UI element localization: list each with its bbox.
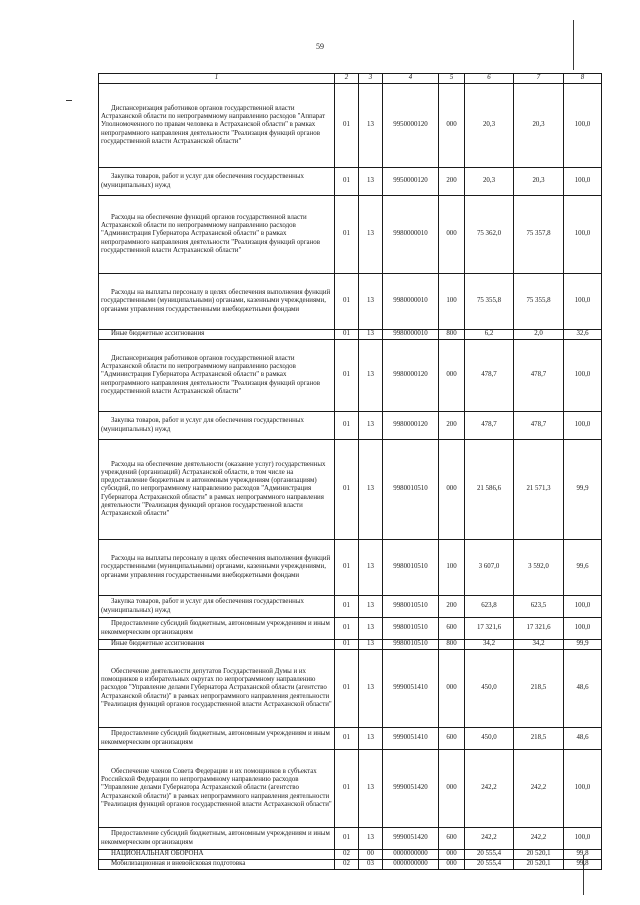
cell-expense-type: 200 [439,412,465,440]
cell-planned: 623,8 [465,596,514,618]
cell-target-article: 9990051420 [383,828,439,850]
cell-expense-type: 000 [439,84,465,168]
cell-percent: 100,0 [564,750,602,828]
cell-section: 01 [335,618,359,640]
table-row [99,274,602,330]
cell-target-article: 9990051420 [383,750,439,828]
cell-percent: 99,9 [564,440,602,540]
table-row [99,728,602,750]
cell-target-article: 9980010510 [383,540,439,596]
cell-percent: 48,6 [564,728,602,750]
cell-executed: 2,0 [514,330,564,340]
cell-section: 01 [335,640,359,650]
table-row [99,640,602,650]
cell-target-article: 9980010510 [383,596,439,618]
cell-subsection: 13 [359,750,383,828]
cell-planned: 6,2 [465,330,514,340]
cell-subsection: 13 [359,540,383,596]
cell-planned: 3 607,0 [465,540,514,596]
cell-subsection: 13 [359,330,383,340]
cell-percent: 99,8 [564,860,602,870]
cell-percent: 48,6 [564,650,602,728]
cell-section: 01 [335,828,359,850]
cell-executed: 623,5 [514,596,564,618]
cell-percent: 100,0 [564,596,602,618]
cell-description: Расходы на обеспечение функций органов государственной власти Астраханской области по непрограммному направлению расходов "Администрация Губернатора Астраханской области" в рамках непрограммного направления деятельности "Реализация функций органов государственной власти Астраханской области" [99,196,335,274]
cell-description: Предоставление субсидий бюджетным, автономным учреждениям и иным некоммерческим организациям [99,618,335,640]
cell-section: 01 [335,274,359,330]
cell-planned: 450,0 [465,728,514,750]
column-header-4: 4 [383,74,439,84]
cell-section: 01 [335,168,359,196]
cell-percent: 32,6 [564,330,602,340]
cell-executed: 75 355,8 [514,274,564,330]
cell-executed: 218,5 [514,728,564,750]
table-row [99,168,602,196]
cell-target-article: 9980000010 [383,330,439,340]
cell-subsection: 13 [359,274,383,330]
cell-executed: 34,2 [514,640,564,650]
cell-executed: 20,3 [514,84,564,168]
cell-section: 01 [335,412,359,440]
cell-expense-type: 200 [439,596,465,618]
page-number: 59 [316,42,324,51]
column-header-8: 8 [564,74,602,84]
cell-planned: 75 355,8 [465,274,514,330]
cell-planned: 20 555,4 [465,860,514,870]
cell-planned: 21 586,6 [465,440,514,540]
cell-description: Закупка товаров, работ и услуг для обеспечения государственных (муниципальных) нужд [99,412,335,440]
cell-expense-type: 000 [439,850,465,860]
cell-executed: 242,2 [514,750,564,828]
cell-section: 01 [335,540,359,596]
cell-subsection: 13 [359,650,383,728]
cell-target-article: 9980000010 [383,196,439,274]
cell-percent: 99,8 [564,850,602,860]
cell-section: 02 [335,860,359,870]
table-row [99,596,602,618]
cell-percent: 100,0 [564,618,602,640]
cell-subsection: 13 [359,828,383,850]
cell-description: Мобилизационная и вневойсковая подготовка [99,860,335,870]
cell-subsection: 13 [359,640,383,650]
cell-expense-type: 000 [439,196,465,274]
cell-expense-type: 000 [439,860,465,870]
cell-executed: 21 571,3 [514,440,564,540]
cell-target-article: 9990051410 [383,650,439,728]
cell-description: Расходы на выплаты персоналу в целях обеспечения выполнения функций государственными (муниципальными) органами, казенными учреждениями, органами управления государственными внебюджетными фондами [99,274,335,330]
cell-expense-type: 600 [439,728,465,750]
cell-planned: 242,2 [465,750,514,828]
cell-percent: 100,0 [564,84,602,168]
cell-section: 01 [335,750,359,828]
cell-description: Расходы на обеспечение деятельности (оказание услуг) государственных учреждений (организаций) Астраханской области, в том числе на предоставление бюджетным и автономным учреждениям (организациям) субсидий, по непрограммному направлению расходов "Администрация Губернатора Астраханской области" в рамках непрограммного направления деятельности "Реализация функций органов государственной власти Астраханской области" [99,440,335,540]
cell-subsection: 13 [359,596,383,618]
table-row [99,196,602,274]
scan-artifact-right [573,20,574,70]
cell-expense-type: 000 [439,340,465,412]
table-row [99,84,602,168]
cell-subsection: 13 [359,728,383,750]
column-header-3: 3 [359,74,383,84]
column-header-7: 7 [514,74,564,84]
cell-subsection: 13 [359,412,383,440]
cell-description: Обеспечение членов Совета Федерации и их помощников в субъектах Российской Федерации по непрограммному направлению расходов "Управление делами Губернатора Астраханской области (агентство Астраханской области)" в рамках непрограммного направления деятельности "Реализация функций органов государственной власти Астраханской области" [99,750,335,828]
column-header-6: 6 [465,74,514,84]
cell-target-article: 9950000120 [383,84,439,168]
cell-percent: 100,0 [564,340,602,412]
cell-description: НАЦИОНАЛЬНАЯ ОБОРОНА [99,850,335,860]
column-header-2: 2 [335,74,359,84]
cell-planned: 20,3 [465,168,514,196]
cell-executed: 478,7 [514,412,564,440]
table-row [99,850,602,860]
cell-expense-type: 600 [439,828,465,850]
cell-description: Закупка товаров, работ и услуг для обеспечения государственных (муниципальных) нужд [99,168,335,196]
table-header-row [99,74,602,84]
cell-executed: 17 321,6 [514,618,564,640]
table-row [99,540,602,596]
cell-target-article: 9980000010 [383,274,439,330]
cell-subsection: 13 [359,168,383,196]
cell-subsection: 13 [359,196,383,274]
cell-executed: 75 357,8 [514,196,564,274]
cell-planned: 478,7 [465,412,514,440]
scan-artifact-left [66,100,72,101]
cell-planned: 20,3 [465,84,514,168]
cell-section: 01 [335,596,359,618]
column-header-1: 1 [99,74,335,84]
table-row [99,330,602,340]
table-row [99,440,602,540]
cell-planned: 20 555,4 [465,850,514,860]
table-row [99,340,602,412]
cell-description: Предоставление субсидий бюджетным, автономным учреждениям и иным некоммерческим организациям [99,728,335,750]
cell-target-article: 0000000000 [383,850,439,860]
cell-subsection: 13 [359,618,383,640]
table-row [99,650,602,728]
cell-expense-type: 100 [439,540,465,596]
cell-section: 02 [335,850,359,860]
cell-expense-type: 800 [439,330,465,340]
cell-target-article: 9980000120 [383,412,439,440]
cell-executed: 3 592,0 [514,540,564,596]
cell-target-article: 9980000120 [383,340,439,412]
cell-description: Иные бюджетные ассигнования [99,640,335,650]
cell-expense-type: 100 [439,274,465,330]
cell-description: Предоставление субсидий бюджетным, автономным учреждениям и иным некоммерческим организациям [99,828,335,850]
budget-table [98,73,602,870]
cell-percent: 100,0 [564,412,602,440]
cell-subsection: 00 [359,850,383,860]
cell-subsection: 13 [359,340,383,412]
cell-target-article: 9980010510 [383,440,439,540]
cell-subsection: 03 [359,860,383,870]
cell-section: 01 [335,728,359,750]
cell-description: Иные бюджетные ассигнования [99,330,335,340]
cell-expense-type: 000 [439,750,465,828]
cell-target-article: 0000000000 [383,860,439,870]
cell-percent: 100,0 [564,828,602,850]
cell-expense-type: 200 [439,168,465,196]
cell-expense-type: 600 [439,618,465,640]
table-row [99,750,602,828]
cell-executed: 218,5 [514,650,564,728]
cell-executed: 242,2 [514,828,564,850]
cell-planned: 450,0 [465,650,514,728]
cell-description: Расходы на выплаты персоналу в целях обеспечения выполнения функций государственными (муниципальными) органами, казенными учреждениями, органами управления государственными внебюджетными фондами [99,540,335,596]
cell-executed: 20 520,1 [514,850,564,860]
cell-expense-type: 800 [439,640,465,650]
table-row [99,412,602,440]
cell-planned: 17 321,6 [465,618,514,640]
cell-target-article: 9990051410 [383,728,439,750]
cell-percent: 100,0 [564,196,602,274]
table-row [99,828,602,850]
cell-percent: 99,9 [564,640,602,650]
cell-target-article: 9950000120 [383,168,439,196]
cell-executed: 478,7 [514,340,564,412]
cell-section: 01 [335,196,359,274]
cell-percent: 100,0 [564,274,602,330]
cell-section: 01 [335,650,359,728]
cell-executed: 20 520,1 [514,860,564,870]
cell-target-article: 9980010510 [383,640,439,650]
cell-description: Закупка товаров, работ и услуг для обеспечения государственных (муниципальных) нужд [99,596,335,618]
cell-planned: 478,7 [465,340,514,412]
cell-executed: 20,3 [514,168,564,196]
cell-description: Диспансеризация работников органов государственной власти Астраханской области по непрограммному направлению расходов "Администрация Губернатора Астраханской области" в рамках непрограммного направления деятельности "Реализация функций органов государственной власти Астраханской области" [99,340,335,412]
cell-section: 01 [335,440,359,540]
cell-target-article: 9980010510 [383,618,439,640]
cell-percent: 99,6 [564,540,602,596]
cell-planned: 242,2 [465,828,514,850]
cell-planned: 75 362,0 [465,196,514,274]
cell-subsection: 13 [359,440,383,540]
cell-description: Обеспечение деятельности депутатов Государственной Думы и их помощников в избирательных округах по непрограммному направлению расходов "Управление делами Губернатора Астраханской области (агентство Астраханской области)" в рамках непрограммного направления деятельности "Реализация функций органов государственной власти Астраханской области" [99,650,335,728]
cell-expense-type: 000 [439,650,465,728]
cell-percent: 100,0 [564,168,602,196]
cell-section: 01 [335,330,359,340]
table-body [99,84,602,870]
table-row [99,618,602,640]
column-header-5: 5 [439,74,465,84]
cell-subsection: 13 [359,84,383,168]
cell-description: Диспансеризация работников органов государственной власти Астраханской области по непрограммному направлению расходов "Аппарат Уполномоченного по правам человека в Астраханской области" в рамках непрограммного направления деятельности "Реализация функций органов государственной власти Астраханской области" [99,84,335,168]
cell-planned: 34,2 [465,640,514,650]
cell-section: 01 [335,340,359,412]
table-row [99,860,602,870]
cell-section: 01 [335,84,359,168]
cell-expense-type: 000 [439,440,465,540]
